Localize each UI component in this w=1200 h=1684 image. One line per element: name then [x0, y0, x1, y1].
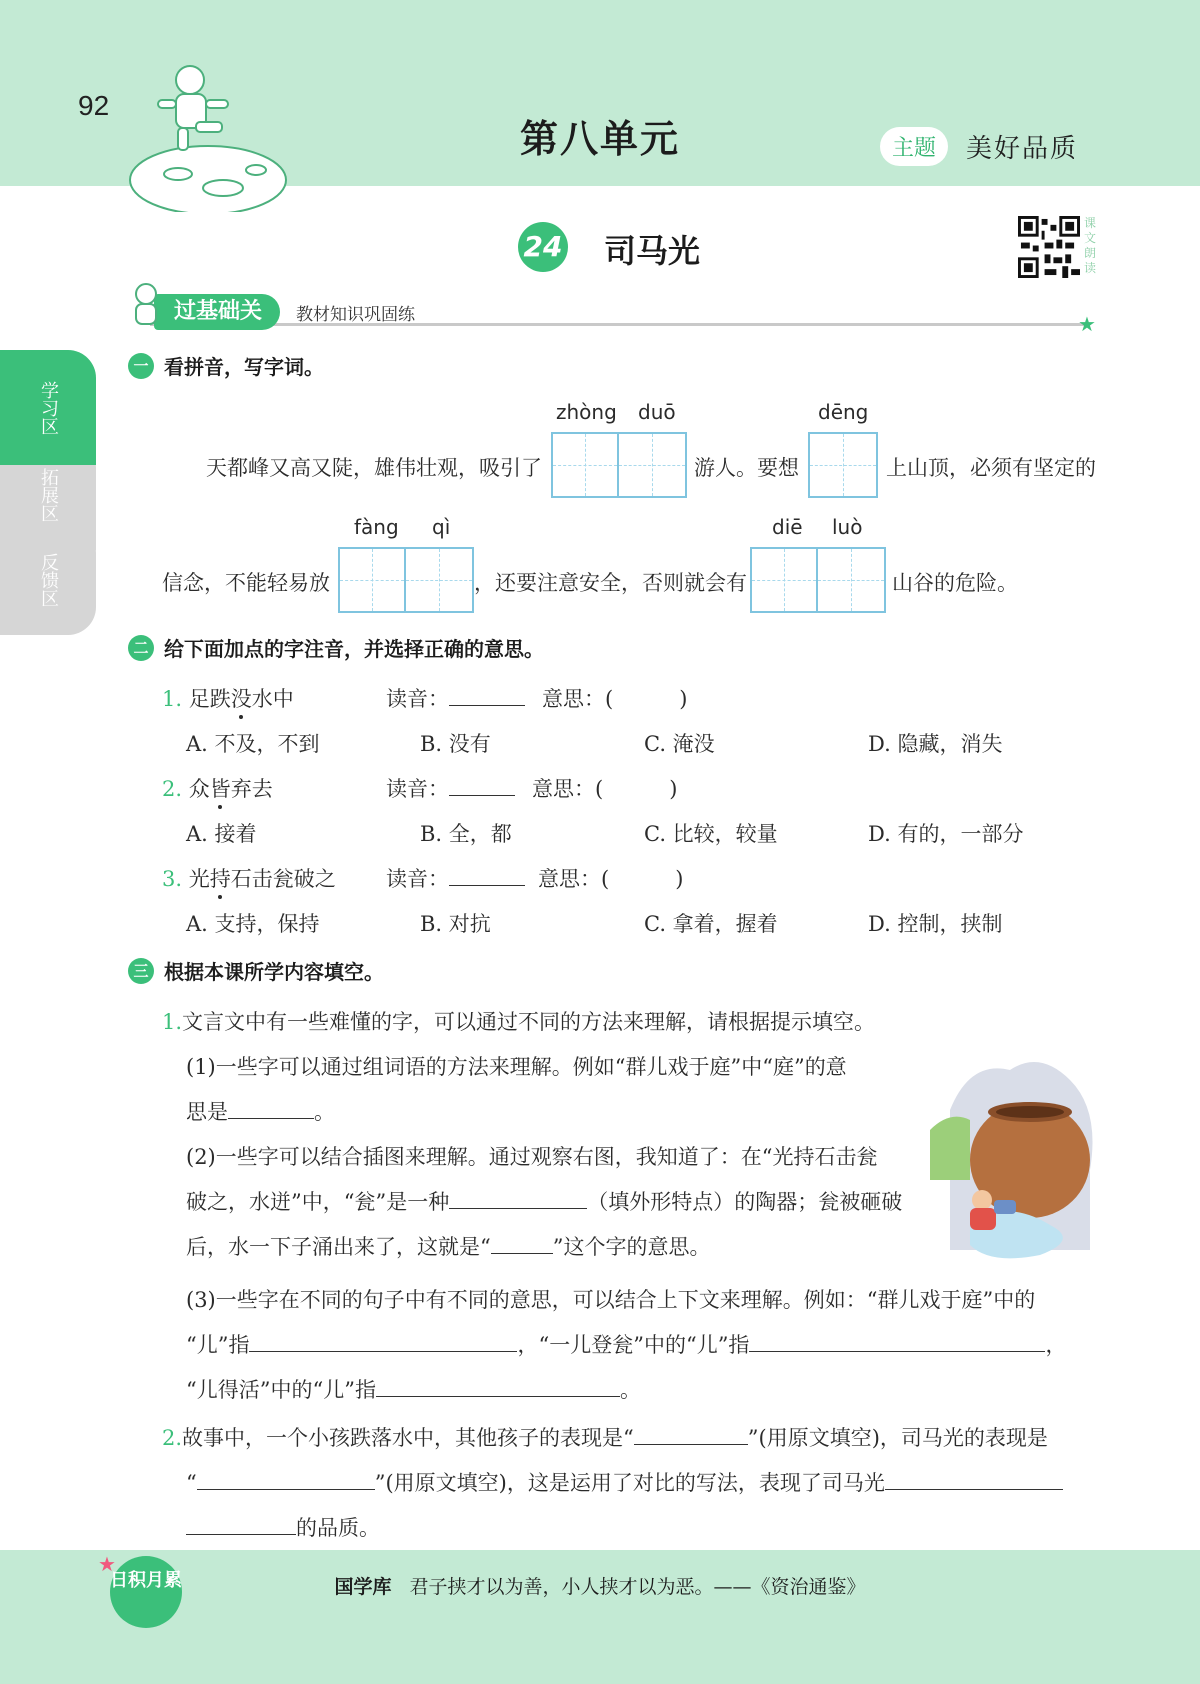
- q2-item-1-option-c: C. 淹没: [644, 732, 715, 756]
- lesson-number-badge: 24: [518, 222, 568, 272]
- writing-grid-dieluo[interactable]: [750, 547, 886, 613]
- qr-code-icon[interactable]: [1018, 216, 1080, 278]
- unit-title: 第八单元: [519, 117, 680, 161]
- tab-expand[interactable]: 拓展区: [0, 440, 96, 550]
- q2-item-3-option-b: B. 对抗: [420, 912, 491, 936]
- reading-blank[interactable]: [449, 776, 515, 796]
- theme-tag-label: 主题: [892, 135, 937, 161]
- answer-blank[interactable]: [634, 1425, 748, 1445]
- footer-label: 国学库: [334, 1576, 392, 1598]
- q3-sub2-line2: 破之，水迸”中，“瓮”是一种 （填外形特点）的陶器；瓮被砸破: [186, 1190, 903, 1214]
- q3-sub2-line3: 后，水一下子涌出来了，这就是“ ”这个字的意思。: [186, 1235, 711, 1259]
- astronaut-icon: [126, 282, 166, 330]
- answer-blank[interactable]: [186, 1515, 296, 1535]
- q2-item-3-option-d: D. 控制，挟制: [868, 912, 1003, 936]
- q3-item-2-line2: “ ”(用原文填空)，这是运用了对比的写法，表现了司马光: [186, 1467, 1063, 1497]
- page-number: 92: [78, 90, 110, 121]
- q2-item-1-option-a: A. 不及，不到: [186, 732, 320, 756]
- theme-box: [880, 124, 1078, 168]
- section-banner-title: 过基础关: [154, 294, 280, 330]
- q1-line2-part2: ，还要注意安全，否则就会有: [474, 571, 747, 595]
- q2-item-3-option-a: A. 支持，保持: [186, 912, 320, 936]
- pinyin-fang: fàng: [354, 515, 399, 539]
- q2-item-2-option-b: B. 全，都: [420, 822, 512, 846]
- answer-blank[interactable]: [449, 1189, 587, 1209]
- question-3-number: 三: [128, 958, 154, 984]
- pinyin-duo: duō: [638, 400, 676, 424]
- sima-guang-breaking-urn-illustration: [930, 1050, 1100, 1270]
- question-2-header: [128, 633, 544, 662]
- writing-grid-fangqi[interactable]: [338, 547, 474, 613]
- answer-blank[interactable]: [491, 1234, 553, 1254]
- star-icon: ★: [1078, 312, 1096, 336]
- tab-study[interactable]: 学习区: [0, 350, 96, 465]
- q2-item-1: 1. 足跌没水中: [162, 687, 294, 711]
- q3-sub1-line1: (1)一些字可以通过组词语的方法来理解。例如“群儿戏于庭”中“庭”的意: [186, 1055, 847, 1079]
- q3-sub2-line1: (2)一些字可以结合插图来理解。通过观察右图，我知道了：在“光持石击瓮: [186, 1145, 878, 1169]
- answer-blank[interactable]: [885, 1470, 1063, 1490]
- footer-badge: 日积月累: [110, 1556, 182, 1628]
- question-1-title: 看拼音，写字词。: [164, 355, 324, 379]
- pinyin-qi: qì: [432, 515, 451, 539]
- q2-item-3-meaning: 意思：( ): [538, 867, 684, 891]
- q1-line2-part3: 山谷的危险。: [892, 571, 1018, 595]
- reading-blank[interactable]: [449, 866, 525, 886]
- q2-item-2: 2. 众皆弃去: [162, 777, 273, 801]
- reading-blank[interactable]: [449, 686, 525, 706]
- q2-item-2-option-d: D. 有的，一部分: [868, 822, 1024, 846]
- theme-tag: [880, 127, 948, 166]
- banner-divider: [150, 323, 1088, 326]
- pinyin-zhong: zhòng: [556, 400, 617, 424]
- q2-item-3-option-c: C. 拿着，握着: [644, 912, 778, 936]
- answer-blank[interactable]: [228, 1099, 314, 1119]
- tab-feedback[interactable]: 反馈区: [0, 525, 96, 635]
- q2-item-1-meaning: 意思：( ): [542, 687, 688, 711]
- q1-line1-part3: 上山顶，必须有坚定的: [886, 456, 1096, 480]
- q1-line2-part1: 信念，不能轻易放: [162, 571, 330, 595]
- section-banner-subtitle: 教材知识巩固练: [296, 305, 415, 325]
- pinyin-deng: dēng: [818, 400, 869, 424]
- q1-line1-part1: 天都峰又高又陡，雄伟壮观，吸引了: [206, 456, 542, 480]
- q2-item-2-option-c: C. 比较，较量: [644, 822, 778, 846]
- q2-item-2-meaning: 意思：( ): [532, 777, 678, 801]
- q1-line1-part2: 游人。要想: [694, 456, 799, 480]
- footer-quote-line: [0, 1572, 1200, 1599]
- q3-sub3-line1: (3)一些字在不同的句子中有不同的意思，可以结合上下文来理解。例如：“群儿戏于庭”中的: [186, 1288, 1036, 1312]
- writing-grid-zhongduo[interactable]: [551, 432, 687, 498]
- dotted-char: 没: [230, 687, 252, 711]
- dotted-char: 皆: [209, 777, 231, 801]
- answer-blank[interactable]: [197, 1470, 375, 1490]
- answer-blank[interactable]: [749, 1332, 1045, 1352]
- q2-item-3-reading: 读音：: [386, 863, 525, 893]
- lesson-title: 司马光: [604, 232, 701, 270]
- q2-item-1-reading: 读音：: [386, 683, 525, 713]
- question-1-number: 一: [128, 353, 154, 379]
- star-icon: ★: [98, 1552, 116, 1576]
- q2-item-2-option-a: A. 接着: [186, 822, 257, 846]
- question-2-title: 给下面加点的字注音，并选择正确的意思。: [164, 637, 544, 661]
- answer-blank[interactable]: [249, 1332, 517, 1352]
- q2-item-1-option-d: D. 隐藏，消失: [868, 732, 1003, 756]
- dotted-char: 持: [209, 867, 231, 891]
- pinyin-die: diē: [772, 515, 803, 539]
- footer-quote: 君子挟才以为善，小人挟才以为恶。——《资治通鉴》: [409, 1576, 866, 1598]
- q3-sub3-line2: “儿”指 ，“一儿登瓮”中的“儿”指 ，: [186, 1333, 1067, 1357]
- answer-blank[interactable]: [376, 1377, 620, 1397]
- question-1-header: [128, 351, 324, 380]
- q3-item-2-line3: 的品质。: [186, 1512, 380, 1542]
- q2-item-3: 3. 光持石击瓮破之: [162, 867, 336, 891]
- question-2-number: 二: [128, 635, 154, 661]
- writing-grid-deng[interactable]: [808, 432, 878, 498]
- q3-sub1-line2: 思是 。: [186, 1100, 335, 1124]
- question-3-header: [128, 956, 384, 985]
- theme-text: 美好品质: [966, 133, 1079, 164]
- q2-item-2-reading: 读音：: [386, 773, 515, 803]
- q3-sub3-line3: “儿得活”中的“儿”指 。: [186, 1378, 641, 1402]
- qr-caption: 课文朗读: [1084, 216, 1097, 275]
- q3-item-1: 1.文言文中有一些难懂的字，可以通过不同的方法来理解，请根据提示填空。: [162, 1010, 876, 1034]
- q3-item-2-line1: 2.故事中，一个小孩跌落水中，其他孩子的表现是“ ”(用原文填空)，司马光的表现是: [162, 1426, 1048, 1450]
- pinyin-luo: luò: [832, 515, 863, 539]
- q2-item-1-option-b: B. 没有: [420, 732, 491, 756]
- question-3-title: 根据本课所学内容填空。: [164, 960, 384, 984]
